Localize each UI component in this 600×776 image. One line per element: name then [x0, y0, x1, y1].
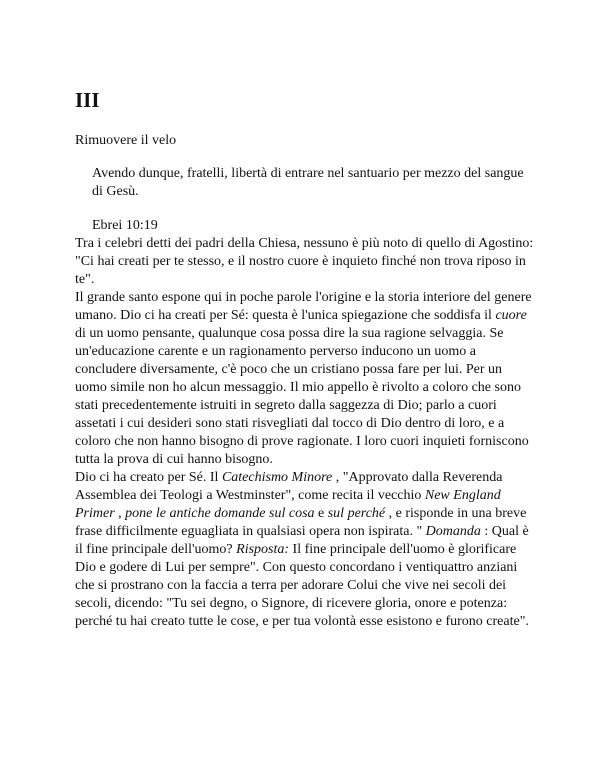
paragraph-augustine: Tra i celebri detti dei padri della Chiesa, nessuno è più noto di quello di Agostino: "Ci hai creati per te stesso, e il nostro cuore è inquieto finché non trova riposo in te". [75, 236, 534, 287]
epigraph-quote: Avendo dunque, fratelli, libertà di entrare nel santuario per mezzo del sangue di Gesù. [92, 166, 524, 199]
paragraph-text: , e risponde in una breve frase difficilmente eguagliata in qualsiasi opera non ispirata. " [75, 506, 527, 539]
emphasis-text: Catechismo Minore [221, 470, 333, 485]
chapter-number: III [75, 88, 100, 112]
chapter-title: Rimuovere il velo [75, 133, 177, 148]
paragraph-text: Il fine principale dell'uomo è glorificare Dio e godere di Lui per sempre". Con questo concordano i ventiquattro anziani che si prostrano con la faccia a terra per adorare Colui che vive nei secoli dei secoli, dicendo: "Tu sei degno, o Signore, di ricevere gloria, onore e potenza: perché tu hai creato tutte le cose, e per tua volontà esse esistono e furono create". [75, 542, 529, 629]
document-page [75, 88, 535, 631]
paragraph-text: , "Approvato dalla Reverenda Assemblea dei Teologi a Westminster", come recita il vecchio [75, 470, 503, 503]
paragraph-catechism [75, 469, 535, 631]
emphasis-text: New England Primer , pone le antiche domande sul cosa [75, 488, 501, 521]
emphasis-text: Domanda [425, 524, 481, 539]
paragraph-text: : Qual è il fine principale dell'uomo? [75, 524, 529, 557]
paragraph-origin [75, 289, 535, 469]
emphasis-text: sul perché [327, 506, 386, 521]
emphasis-text: Risposta: [236, 542, 290, 557]
paragraph-text: di un uomo pensante, qualunque cosa possa dire la sua ragione selvaggia. Se un'educazione carente e un ragionamento perverso inducono un uomo a concludere diversamente, c'è poco che un cristiano possa fare per lui. Per un uomo simile non ho alcun messaggio. Il mio appello è rivolto a coloro che sono stati precedentemente istruiti in segreto dalla saggezza di Dio; parlo a cuori assetati i cui desideri sono stati risvegliati dal tocco di Dio dentro di loro, e a coloro che non hanno bisogno di prove ragionate. I loro cuori inquieti forniscono tutta la prova di cui hanno bisogno. [75, 326, 529, 467]
epigraph-reference: Ebrei 10:19 [92, 218, 158, 233]
paragraph-text: e [314, 506, 328, 521]
paragraph-text: Dio ci ha creato per Sé. Il [75, 470, 222, 485]
paragraph-text: Il grande santo espone qui in poche parole l'origine e la storia interiore del genere umano. Dio ci ha creati per Sé: questa è l'unica spiegazione che soddisfa il [75, 290, 532, 323]
emphasis-text: cuore [495, 308, 527, 323]
